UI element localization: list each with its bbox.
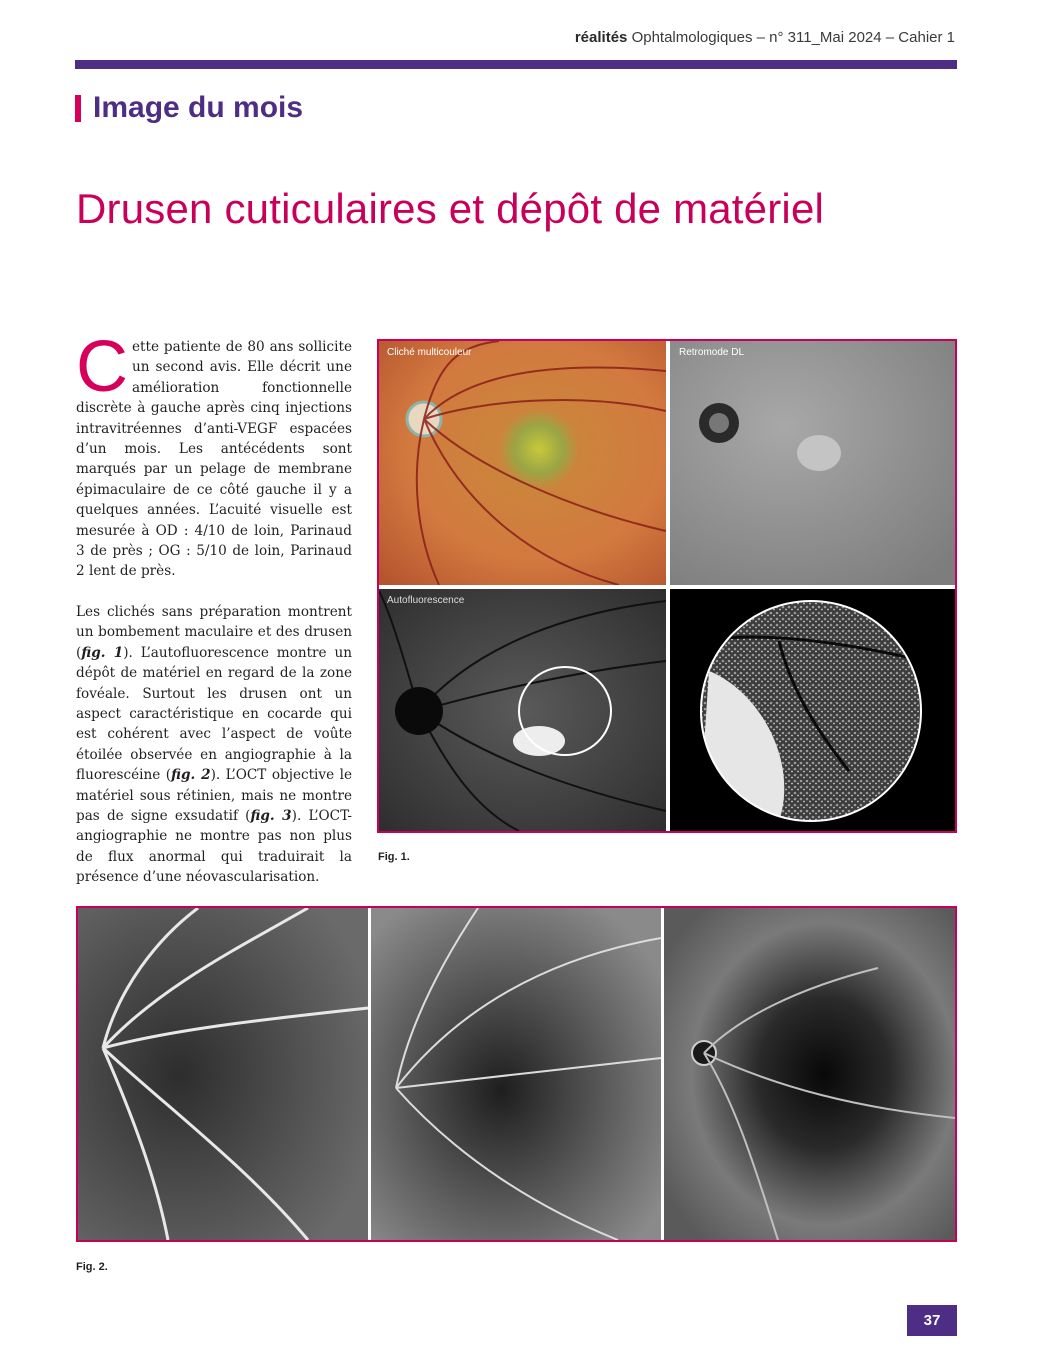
article-title: Drusen cuticulaires et dépôt de matériel [76, 185, 825, 232]
figure-1-image [379, 341, 955, 831]
paragraph-2 [76, 602, 352, 888]
section-heading [75, 90, 303, 126]
figure-2-caption: Fig. 2. [76, 1261, 108, 1273]
paragraph-2-text-a: Les clichés sans préparation montrent un bombement maculaire et des drusen ( [76, 603, 352, 661]
fig-ref-2: fig. 2 [171, 767, 211, 784]
panel-label-autofluorescence: Autofluorescence [387, 595, 465, 606]
paragraph-1 [76, 327, 352, 582]
paragraph-2-text-c: ). L’OCT objective le matériel sous rétinien, mais ne montre pas de signe exsudatif ( [76, 767, 352, 824]
paragraph-2-text-d: ). L’OCT-angiographie ne montre pas non plus de flux anormal qui traduirait la présence d’une néovascularisation. [76, 807, 352, 886]
figure-1 [377, 339, 957, 833]
article-body [76, 327, 352, 888]
paragraph-2-text-b: ). L’autofluorescence montre un dépôt de matériel en regard de la zone fovéale. Surtout les drusen ont un aspect caractéristique en cocarde qui est cohérent avec l’aspect de voûte étoilée observée en angiographie à la fluorescéine ( [76, 644, 352, 784]
panel-angio-3 [664, 908, 955, 1240]
panel-label-retromode: Retromode DL [679, 347, 745, 358]
page-number: 37 [907, 1305, 957, 1336]
drop-cap: C [76, 327, 128, 407]
paragraph-1-text: ette patiente de 80 ans sollicite un second avis. Elle décrit une amélioration fonctionnelle discrète à gauche après cinq injections intravitréennes d’anti-VEGF espacées d’un mois. Les antécédents sont marqués par un pelage de membrane épimaculaire de ce côté gauche il y a quelques années. L’acuité visuelle est mesurée à OD : 4/10 de loin, Parinaud 3 de près ; OG : 5/10 de loin, Parinaud 2 lent de près. [76, 339, 352, 580]
figure-1-caption: Fig. 1. [378, 851, 410, 863]
fig-ref-3: fig. 3 [250, 807, 292, 824]
section-label: Image du mois [93, 91, 304, 124]
running-header [575, 29, 955, 46]
section-marker [75, 95, 81, 122]
panel-label-multicolor: Cliché multicouleur [387, 347, 472, 358]
fig-ref-1: fig. 1 [81, 644, 124, 661]
journal-brand: réalités [574, 29, 628, 46]
figure-2-image [78, 908, 955, 1240]
figure-2 [76, 906, 957, 1242]
journal-issue: Ophtalmologiques – n° 311_Mai 2024 – Cahier 1 [631, 29, 955, 46]
header-rule [75, 60, 957, 69]
